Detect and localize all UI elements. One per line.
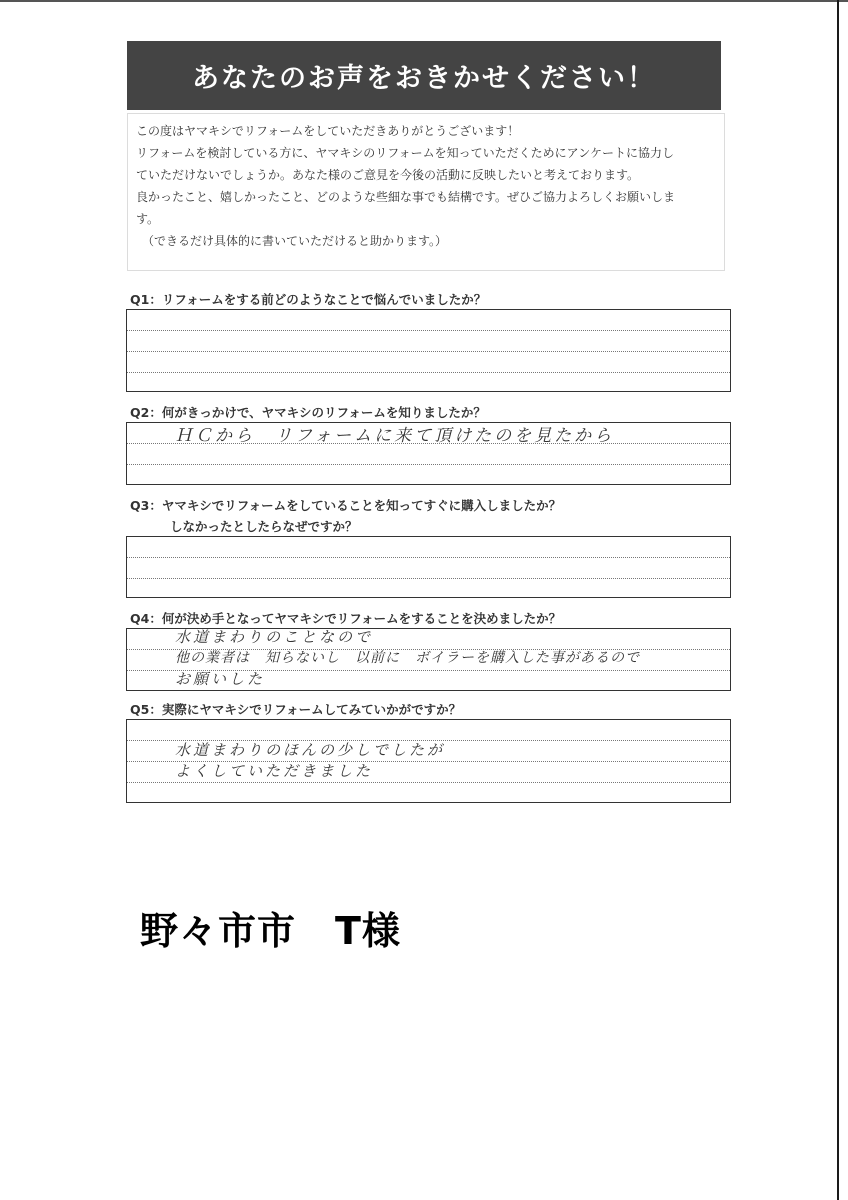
- ruled-line: [127, 464, 730, 465]
- question-5-label: Q5：実際にヤマキシでリフォームしてみていかがですか？: [130, 702, 462, 717]
- answer-box-q3[interactable]: [126, 536, 731, 598]
- handwritten-answer-q5-line2: よくしていただきました: [175, 762, 374, 780]
- scan-edge-top: [0, 0, 848, 2]
- question-1-label: Q1：リフォームをする前どのようなことで悩んでいましたか？: [130, 292, 487, 307]
- ruled-line: [127, 351, 730, 352]
- answer-box-q5[interactable]: [126, 719, 731, 803]
- ruled-line: [127, 557, 730, 558]
- handwritten-answer-q5-line1: 水道まわりのほんの少しでしたが: [175, 741, 446, 759]
- answer-box-q1[interactable]: [126, 309, 731, 392]
- customer-name: 野々市市 T様: [140, 909, 401, 953]
- ruled-line: [127, 578, 730, 579]
- answer-box-q4[interactable]: [126, 628, 731, 691]
- intro-line: この度はヤマキシでリフォームをしていただきありがとうございます！: [136, 124, 520, 138]
- scan-edge-right: [837, 0, 839, 1200]
- intro-line: ていただけないでしょうか。あなた様のご意見を今後の活動に反映したいと考えております。: [136, 168, 640, 182]
- question-3-sublabel: しなかったとしたらなぜですか？: [170, 519, 358, 534]
- handwritten-answer-q4-line2: 他の業者は 知らないし 以前に ボイラーを購入した事があるので: [175, 650, 640, 666]
- intro-line: （できるだけ具体的に書いていただけると助かります。）: [142, 234, 448, 248]
- question-4-label: Q4：何が決め手となってヤマキシでリフォームをすることを決めましたか？: [130, 611, 562, 626]
- answer-box-q2[interactable]: [126, 422, 731, 485]
- survey-title: あなたのお声をおきかせください！: [192, 63, 656, 94]
- intro-line: 良かったこと、嬉しかったこと、どのような些細な事でも結構です。ぜひご協力よろしくお願いしま: [136, 190, 676, 204]
- intro-line: リフォームを検討している方に、ヤマキシのリフォームを知っていただくためにアンケートに協力し: [136, 146, 674, 160]
- question-3-label: Q3：ヤマキシでリフォームをしていることを知ってすぐに購入しましたか？: [130, 498, 562, 513]
- ruled-line: [127, 372, 730, 373]
- handwritten-answer-q4-line1: 水道まわりのことなので: [175, 628, 374, 646]
- intro-text-box: [127, 113, 725, 271]
- survey-title-banner: [127, 41, 721, 110]
- handwritten-answer-q2-line1: ＨＣから リフォームに来て頂けたのを見たから: [175, 426, 615, 446]
- question-2-label: Q2：何がきっかけで、ヤマキシのリフォームを知りましたか？: [130, 405, 486, 420]
- ruled-line: [127, 330, 730, 331]
- handwritten-answer-q4-line3: お願いした: [175, 670, 266, 688]
- intro-line: す。: [136, 212, 160, 226]
- ruled-line: [127, 782, 730, 783]
